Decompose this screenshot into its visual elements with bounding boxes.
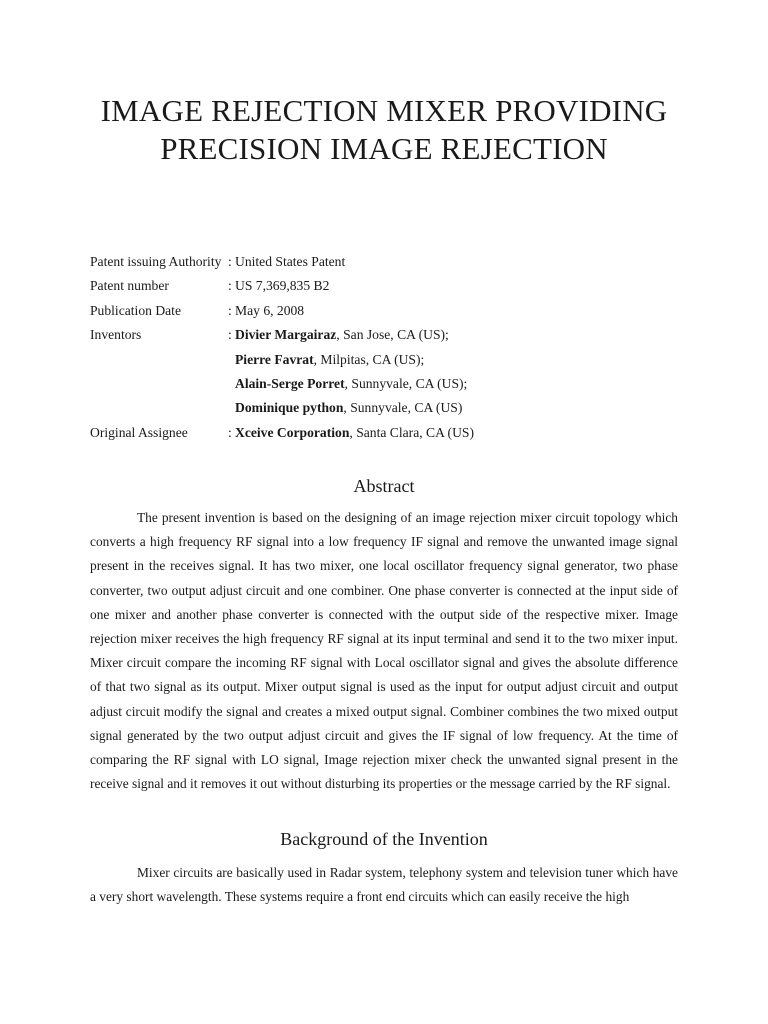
meta-row-authority [90, 250, 690, 274]
meta-label: Patent issuing Authority [90, 254, 222, 269]
inventor-location: , Sunnyvale, CA (US) [343, 400, 463, 416]
assignee-location: , Santa Clara, CA (US) [349, 424, 474, 440]
meta-label: Original Assignee [90, 424, 188, 440]
meta-label: Patent number [90, 278, 169, 294]
meta-label: Inventors [90, 327, 142, 343]
abstract-heading: Abstract [353, 476, 415, 496]
inventor-name: Alain-Serge Porret [235, 376, 345, 392]
document-title: IMAGE REJECTION MIXER PROVIDING PRECISION IMAGE REJECTION [100, 93, 668, 166]
meta-value: United States Patent [235, 254, 346, 269]
meta-row-inventor-3 [90, 372, 690, 396]
inventor-entry [235, 323, 449, 347]
inventor-entry [235, 372, 467, 396]
background-paragraph: Mixer circuits are basically used in Radar system, telephony system and television tuner which have a very short wavelength. These systems require a front end circuits which can easily receive the high [90, 865, 678, 905]
inventor-location: , Milpitas, CA (US); [313, 351, 425, 367]
meta-row-assignee [90, 421, 690, 445]
meta-separator: : [228, 278, 232, 294]
meta-row-inventor-2 [90, 348, 690, 372]
meta-separator: : [228, 254, 232, 269]
meta-row-inventor-1 [90, 323, 690, 347]
abstract-paragraph: The present invention is based on the designing of an image rejection mixer circuit topology which converts a high frequency RF signal into a low frequency IF signal and remove the unwanted image signal present in the receives signal. It has two mixer, one local oscillator frequency signal generator, two phase converter, two output adjust circuit and one combiner. One phase converter is connected at the input side of one mixer and another phase converter is connected with the output side of the respective mixer. Image rejection mixer receives the high frequency RF signal at its input terminal and send it to the two mixer input. Mixer circuit compare the incoming RF signal with Local oscillator signal and gives the absolute difference of that two signal as its output. Mixer output signal is used as the input for output adjust circuit and output adjust circuit modify the signal and creates a mixed output signal. Combiner combines the two mixed output signal generated by the two output adjust circuit and gives the IF signal of low frequency. At the time of comparing the RF signal with LO signal, Image rejection mixer check the unwanted signal present in the receive signal and it removes it out without disturbing its properties or the message carried by the RF signal. [90, 510, 678, 792]
inventor-location: , San Jose, CA (US); [336, 327, 449, 343]
meta-separator: : [228, 327, 232, 343]
assignee-name: Xceive Corporation [235, 424, 350, 440]
meta-row-publication-date [90, 299, 690, 323]
inventor-name: Dominique python [235, 400, 344, 416]
inventor-name: Divier Margairaz [235, 327, 337, 343]
meta-value: US 7,369,835 B2 [235, 278, 330, 294]
assignee-entry [235, 421, 474, 445]
patent-metadata [90, 250, 690, 445]
meta-row-patent-number [90, 274, 690, 298]
meta-label: Publication Date [90, 302, 181, 318]
meta-separator: : [228, 302, 232, 318]
meta-value: May 6, 2008 [235, 302, 305, 318]
inventor-name: Pierre Favrat [235, 351, 314, 367]
meta-separator: : [228, 424, 232, 440]
background-heading: Background of the Invention [280, 829, 488, 849]
inventor-entry [235, 348, 424, 372]
meta-row-inventor-4 [90, 396, 690, 420]
inventor-entry [235, 396, 462, 420]
inventor-location: , Sunnyvale, CA (US); [344, 376, 468, 392]
